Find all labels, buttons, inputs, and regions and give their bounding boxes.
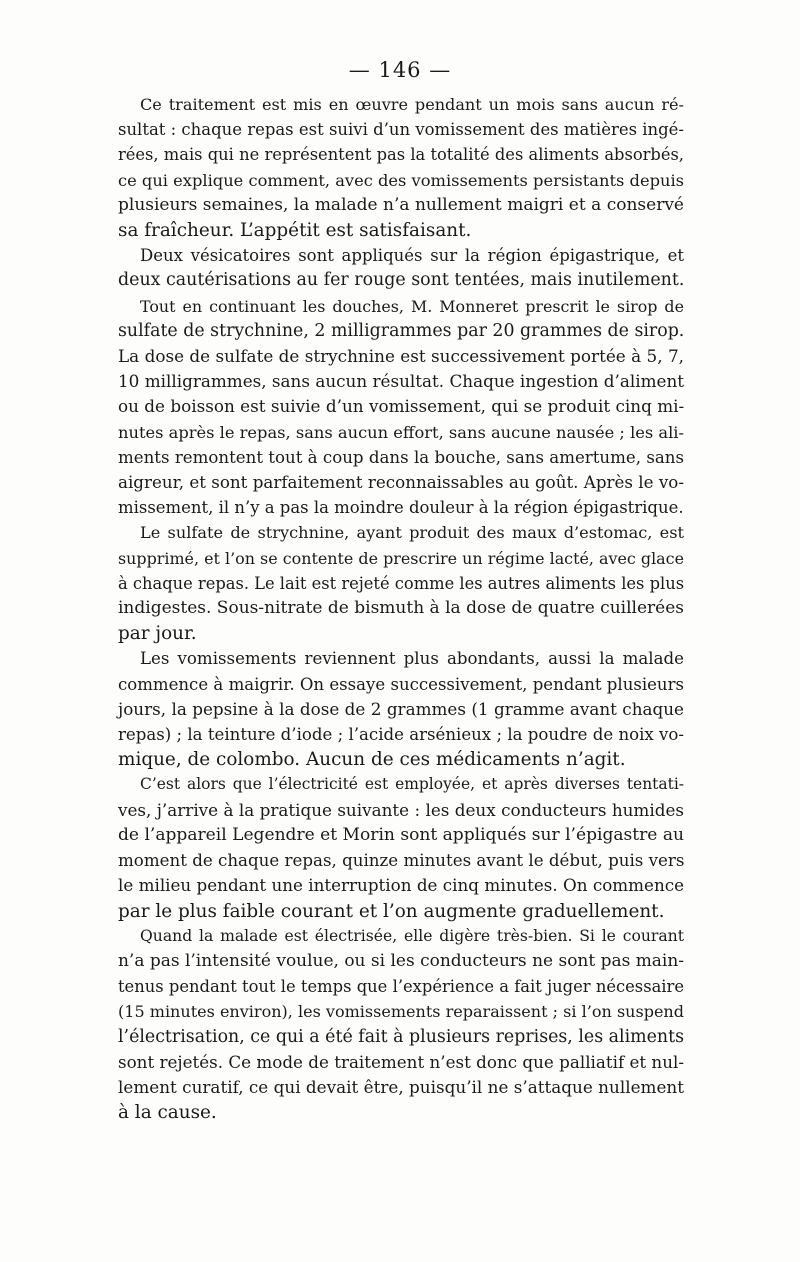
text-line: deux cautérisations au fer rouge sont tentées, mais inutilement.	[118, 270, 685, 291]
text-line: supprimé, et l’on se contente de prescrire un régime lacté, avec glace	[118, 548, 684, 568]
paragraph	[118, 924, 684, 1126]
paragraph	[118, 294, 684, 521]
text-line: nutes après le repas, sans aucun effort, sans aucune nausée ; les ali-	[118, 422, 685, 442]
text-line: lement curatif, ce qui devait être, puisqu’il ne s’attaque nullement	[118, 1076, 685, 1097]
text-line: sultat : chaque repas est suivi d’un vomissement des matières ingé-	[118, 120, 684, 140]
text-line: rées, mais qui ne représentent pas la totalité des aliments absorbés,	[118, 145, 684, 165]
text-line: 10 milligrammes, sans aucun résultat. Chaque ingestion d’aliment	[118, 371, 684, 392]
paragraph	[118, 520, 684, 646]
text-line: ce qui explique comment, avec des vomissements persistants depuis	[118, 170, 685, 190]
text-line: plusieurs semaines, la malade n’a nullement maigri et a conservé	[118, 194, 684, 215]
text-line: à chaque repas. Le lait est rejeté comme les autres aliments les plus	[118, 573, 685, 593]
text-line: (15 minutes environ), les vomissements reparaissent ; si l’on suspend	[118, 1002, 684, 1022]
page-number: — 146 —	[348, 58, 452, 82]
text-line: sulfate de strychnine, 2 milligrammes par 20 grammes de sirop.	[118, 320, 685, 341]
text-line: Ce traitement est mis en œuvre pendant un mois sans aucun ré-	[140, 95, 684, 114]
paragraph	[118, 243, 684, 293]
text-line: mique, de colombo. Aucun de ces médicaments n’agit.	[118, 749, 626, 771]
paragraph	[118, 772, 684, 923]
text-line: ves, j’arrive à la pratique suivante : les deux conducteurs humides	[118, 799, 684, 820]
text-line: par le plus faible courant et l’on augmente graduellement.	[118, 900, 665, 922]
paragraph	[118, 646, 684, 772]
text-line: sa fraîcheur. L’appétit est satisfaisant.	[118, 220, 472, 242]
text-line: sont rejetés. Ce mode de traitement n’est donc que palliatif et nul-	[118, 1051, 684, 1072]
text-line: Tout en continuant les douches, M. Monneret prescrit le sirop de	[140, 296, 684, 316]
text-line: n’a pas l’intensité voulue, ou si les conducteurs ne sont pas main-	[118, 950, 684, 971]
text-line: missement, il n’y a pas la moindre douleur à la région épigastrique.	[118, 498, 684, 518]
text-line: moment de chaque repas, quinze minutes avant le début, puis vers	[118, 851, 685, 871]
text-line: aigreur, et sont parfaitement reconnaissables au goût. Après le vo-	[118, 472, 684, 493]
text-line: Les vomissements reviennent plus abondants, aussi la malade	[140, 649, 684, 669]
text-line: ou de boisson est suivie d’un vomissement, qui se produit cinq mi-	[118, 396, 685, 417]
text-line: Deux vésicatoires sont appliqués sur la région épigastrique, et	[140, 246, 684, 266]
text-line: tenus pendant tout le temps que l’expérience a fait juger nécessaire	[118, 977, 684, 997]
body-text	[118, 92, 684, 1125]
text-line: à la cause.	[118, 1102, 217, 1124]
paragraph	[118, 92, 684, 243]
text-line: par jour.	[118, 623, 197, 645]
text-line: Le sulfate de strychnine, ayant produit des maux d’estomac, est	[140, 523, 684, 543]
text-line: C’est alors que l’électricité est employée, et après diverses tentati-	[140, 775, 684, 794]
text-line: jours, la pepsine à la dose de 2 grammes (1 gramme avant chaque	[118, 698, 684, 719]
text-line: commence à maigrir. On essaye successivement, pendant plusieurs	[118, 674, 684, 694]
text-line: indigestes. Sous-nitrate de bismuth à la dose de quatre cuillerées	[118, 598, 684, 619]
text-line: ments remontent tout à coup dans la bouche, sans amertume, sans	[118, 447, 684, 467]
text-line: La dose de sulfate de strychnine est successivement portée à 5, 7,	[118, 346, 684, 367]
text-line: repas) ; la teinture d’iode ; l’acide arsénieux ; la poudre de noix vo-	[118, 725, 684, 745]
text-line: l’électrisation, ce qui a été fait à plusieurs reprises, les aliments	[118, 1026, 684, 1047]
text-line: le milieu pendant une interruption de cinq minutes. On commence	[118, 875, 684, 896]
text-line: Quand la malade est électrisée, elle digère très-bien. Si le courant	[140, 926, 684, 945]
text-line: de l’appareil Legendre et Morin sont appliqués sur l’épigastre au	[118, 824, 684, 845]
